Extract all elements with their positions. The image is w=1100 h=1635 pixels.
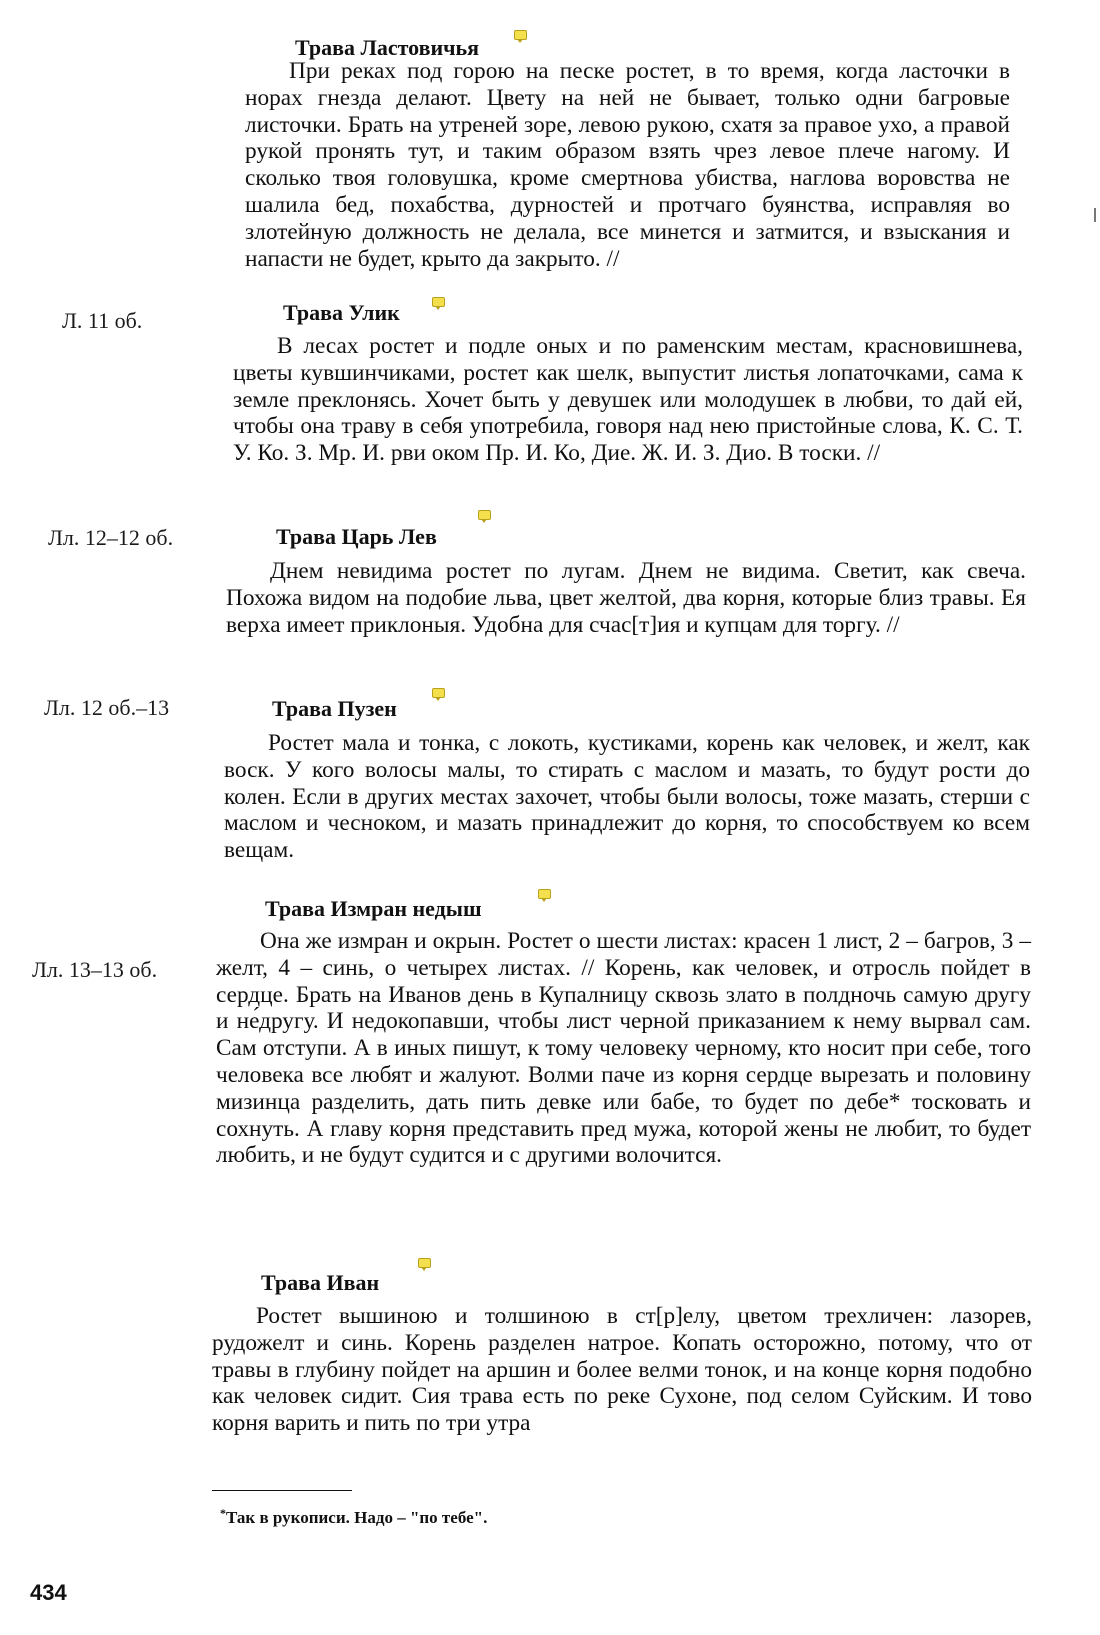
entry-heading: Трава Ластовичья (295, 35, 480, 60)
entry-heading: Трава Царь Лев (276, 524, 437, 549)
entry-text: Ростет вышиною и толшиною в ст[р]елу, цветом трехличен: лазорев, рудожелт и синь. Корень разделен натрое. Копать осторожно, потому, что от травы в глубину пойдет на аршин и более велми тонок, и на конце корня подобно как человек сидит. Сия трава есть по реке Сухоне, под селом Суйским. И тово корня варить и пить по три утра (212, 1303, 1032, 1437)
comment-annotation-icon[interactable] (538, 889, 551, 899)
footnote (220, 1506, 487, 1528)
page-number: 434 (30, 1580, 67, 1605)
scan-edge-mark (1094, 208, 1096, 222)
comment-annotation-icon[interactable] (514, 30, 527, 40)
entry-text: Днем невидима ростет по лугам. Днем не видима. Светит, как свеча. Похожа видом на подобие льва, цвет желтой, два корня, которые близ травы. Ея верха имеет приклоныя. Удобна для счас[т]ия и купцам для торгу. // (226, 558, 1026, 638)
folio-reference: Л. 11 об. (62, 308, 143, 333)
entry-heading: Трава Улик (283, 300, 400, 325)
entry-heading: Трава Пузен (272, 696, 397, 721)
folio-reference: Лл. 12 об.–13 (44, 695, 170, 720)
comment-annotation-icon[interactable] (418, 1258, 431, 1268)
comment-annotation-icon[interactable] (432, 688, 445, 698)
entry-heading: Трава Иван (261, 1270, 380, 1295)
footnote-mark: * (220, 1506, 226, 1520)
entry-text: В лесах ростет и подле оных и по раменским местам, красновишнева, цветы кувшинчиками, ростет как шелк, выпустит листья лопаточками, сама к земле преклонясь. Хочет быть у девушек или молодушек в любви, то дай ей, чтобы она траву в себя употребила, говоря над нею пристойные слова, К. С. Т. У. Ко. З. Мр. И. рви оком Пр. И. Ко, Дие. Ж. И. З. Дио. В тоски. // (233, 333, 1023, 467)
folio-reference: Лл. 12–12 об. (48, 525, 174, 550)
comment-annotation-icon[interactable] (478, 510, 491, 520)
comment-annotation-icon[interactable] (432, 297, 445, 307)
footnote-text: Так в рукописи. Надо – "по тебе". (226, 1508, 488, 1527)
entry-text: При реках под горою на песке ростет, в то время, когда ласточки в норах гнезда делают. Цвету на ней не бывает, только одни багровые листочки. Брать на утреней зоре, левою рукою, схатя за правое ухо, а правой рукой пронять тут, и таким образом взять чрез левое плече нагому. И сколько твоя головушка, кроме смертнова убиства, наглова воровства не шалила бед, похабства, дурностей и протчаго буянства, исправляя во злотейную должность не делала, все минется и затмится, и взыскания и напасти не будет, крыто да закрыто. // (245, 58, 1010, 272)
entry-text: Она же измран и окрын. Ростет о шести листах: красен 1 лист, 2 – багров, 3 – желт, 4 – синь, о четырех листах. // Корень, как человек, и отросль пойдет в сердце. Брать на Иванов день в Купалницу сквозь злато в полдночь самую другу и не́другу. И недокопавши, чтобы лист черной приказанием к нему вырвал сам. Сам отступи. А в иных пишут, к тому человеку черному, кто носит при себе, того человека все любят и жалуют. Волми паче из корня сердце вырезать и половину мизинца разделить, дать пить девке или бабе, то будет по дебе* тосковать и сохнуть. А главу корня представить пред мужа, которой жены не любит, то будет любить, и не будут судится и с другими волочится. (216, 928, 1031, 1169)
folio-reference: Лл. 13–13 об. (32, 957, 158, 982)
footnote-divider (212, 1490, 352, 1491)
entry-text: Ростет мала и тонка, с локоть, кустиками, корень как человек, и желт, как воск. У кого волосы малы, то стирать с маслом и мазать, то будут рости до колен. Если в других местах захочет, чтобы были волосы, тоже мазать, стерши с маслом и чесноком, и мазать принадлежит до корня, то способствуем ко всем вещам. (224, 730, 1030, 864)
entry-heading: Трава Измран недыш (265, 896, 482, 921)
